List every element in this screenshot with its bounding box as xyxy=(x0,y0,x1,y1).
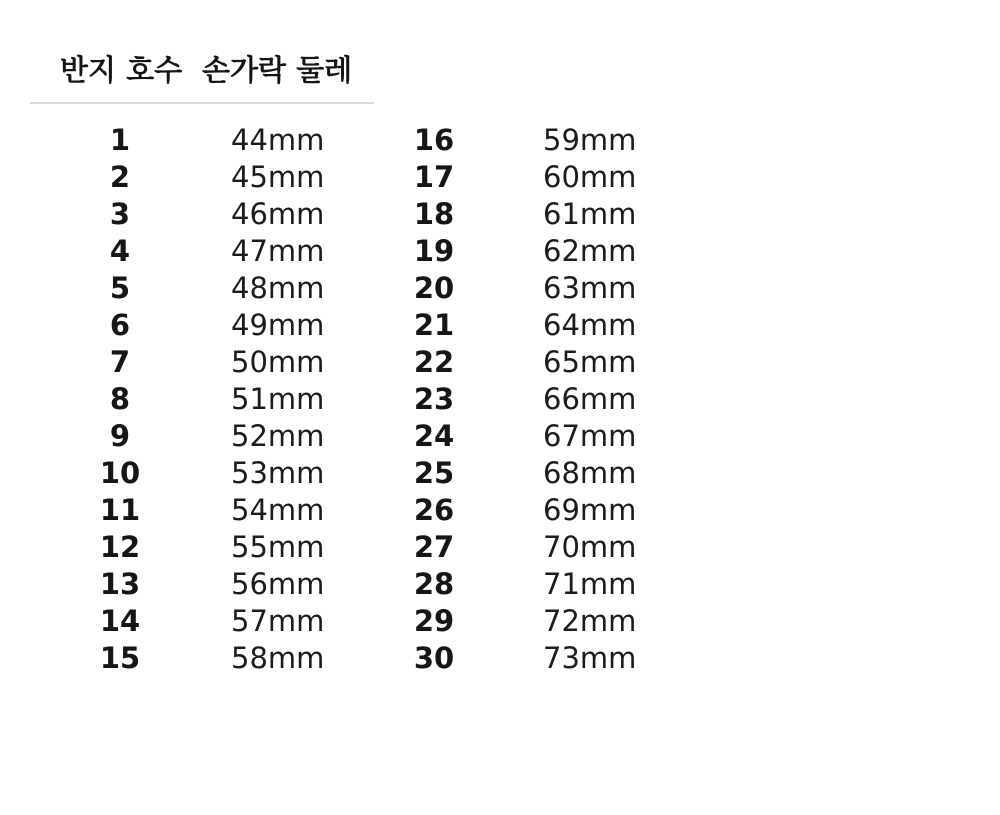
table-row xyxy=(0,603,700,640)
finger-circumference-value: 51mm xyxy=(231,382,325,416)
ring-size-value: 24 xyxy=(413,419,455,453)
table-row xyxy=(0,640,700,677)
ring-size-value: 28 xyxy=(413,567,455,601)
finger-circumference-value: 54mm xyxy=(231,493,325,527)
finger-circumference-value: 45mm xyxy=(231,160,325,194)
finger-circumference-value: 47mm xyxy=(231,234,325,268)
finger-circumference-value: 65mm xyxy=(543,345,637,379)
table-row xyxy=(0,492,700,529)
finger-circumference-value: 55mm xyxy=(231,530,325,564)
table-row xyxy=(0,566,700,603)
table-row xyxy=(0,233,700,270)
ring-size-value: 13 xyxy=(99,567,141,601)
ring-size-value: 21 xyxy=(413,308,455,342)
ring-size-value: 9 xyxy=(109,419,131,453)
table-row xyxy=(0,455,700,492)
ring-size-value: 25 xyxy=(413,456,455,490)
ring-size-value: 4 xyxy=(109,234,131,268)
finger-circumference-value: 56mm xyxy=(231,567,325,601)
finger-circumference-value: 68mm xyxy=(543,456,637,490)
ring-size-value: 6 xyxy=(109,308,131,342)
table-row xyxy=(0,529,700,566)
ring-size-value: 23 xyxy=(413,382,455,416)
finger-circumference-value: 52mm xyxy=(231,419,325,453)
finger-circumference-value: 50mm xyxy=(231,345,325,379)
finger-circumference-value: 62mm xyxy=(543,234,637,268)
ring-size-value: 8 xyxy=(109,382,131,416)
table-row xyxy=(0,418,700,455)
finger-circumference-value: 67mm xyxy=(543,419,637,453)
finger-circumference-value: 73mm xyxy=(543,641,637,675)
ring-size-value: 26 xyxy=(413,493,455,527)
finger-circumference-value: 71mm xyxy=(543,567,637,601)
ring-size-table xyxy=(0,122,700,677)
table-row xyxy=(0,196,700,233)
finger-circumference-value: 66mm xyxy=(543,382,637,416)
ring-size-value: 5 xyxy=(109,271,131,305)
ring-size-value: 18 xyxy=(413,197,455,231)
ring-size-value: 3 xyxy=(109,197,131,231)
finger-circumference-value: 44mm xyxy=(231,123,325,157)
finger-circumference-value: 64mm xyxy=(543,308,637,342)
ring-size-value: 15 xyxy=(99,641,141,675)
ring-size-value: 1 xyxy=(109,123,131,157)
finger-circumference-value: 69mm xyxy=(543,493,637,527)
finger-circumference-value: 49mm xyxy=(231,308,325,342)
finger-circumference-value: 61mm xyxy=(543,197,637,231)
finger-circumference-value: 48mm xyxy=(231,271,325,305)
ring-size-value: 14 xyxy=(99,604,141,638)
finger-circumference-value: 59mm xyxy=(543,123,637,157)
ring-size-value: 29 xyxy=(413,604,455,638)
ring-size-value: 12 xyxy=(99,530,141,564)
finger-circumference-value: 58mm xyxy=(231,641,325,675)
ring-size-value: 17 xyxy=(413,160,455,194)
table-row xyxy=(0,344,700,381)
ring-size-column-header: 반지 호수 xyxy=(60,53,183,87)
finger-circumference-value: 57mm xyxy=(231,604,325,638)
ring-size-value: 7 xyxy=(109,345,131,379)
finger-circumference-value: 63mm xyxy=(543,271,637,305)
table-row xyxy=(0,307,700,344)
ring-size-value: 20 xyxy=(413,271,455,305)
finger-circumference-column-header: 손가락 둘레 xyxy=(202,53,353,87)
table-row xyxy=(0,381,700,418)
finger-circumference-value: 70mm xyxy=(543,530,637,564)
finger-circumference-value: 53mm xyxy=(231,456,325,490)
ring-size-value: 19 xyxy=(413,234,455,268)
table-row xyxy=(0,122,700,159)
ring-size-value: 2 xyxy=(109,160,131,194)
table-row xyxy=(0,270,700,307)
finger-circumference-value: 60mm xyxy=(543,160,637,194)
finger-circumference-value: 72mm xyxy=(543,604,637,638)
ring-size-value: 30 xyxy=(413,641,455,675)
ring-size-value: 11 xyxy=(99,493,141,527)
ring-size-value: 27 xyxy=(413,530,455,564)
ring-size-value: 16 xyxy=(413,123,455,157)
ring-size-value: 22 xyxy=(413,345,455,379)
table-row xyxy=(0,159,700,196)
table-header xyxy=(30,44,374,104)
finger-circumference-value: 46mm xyxy=(231,197,325,231)
ring-size-value: 10 xyxy=(99,456,141,490)
